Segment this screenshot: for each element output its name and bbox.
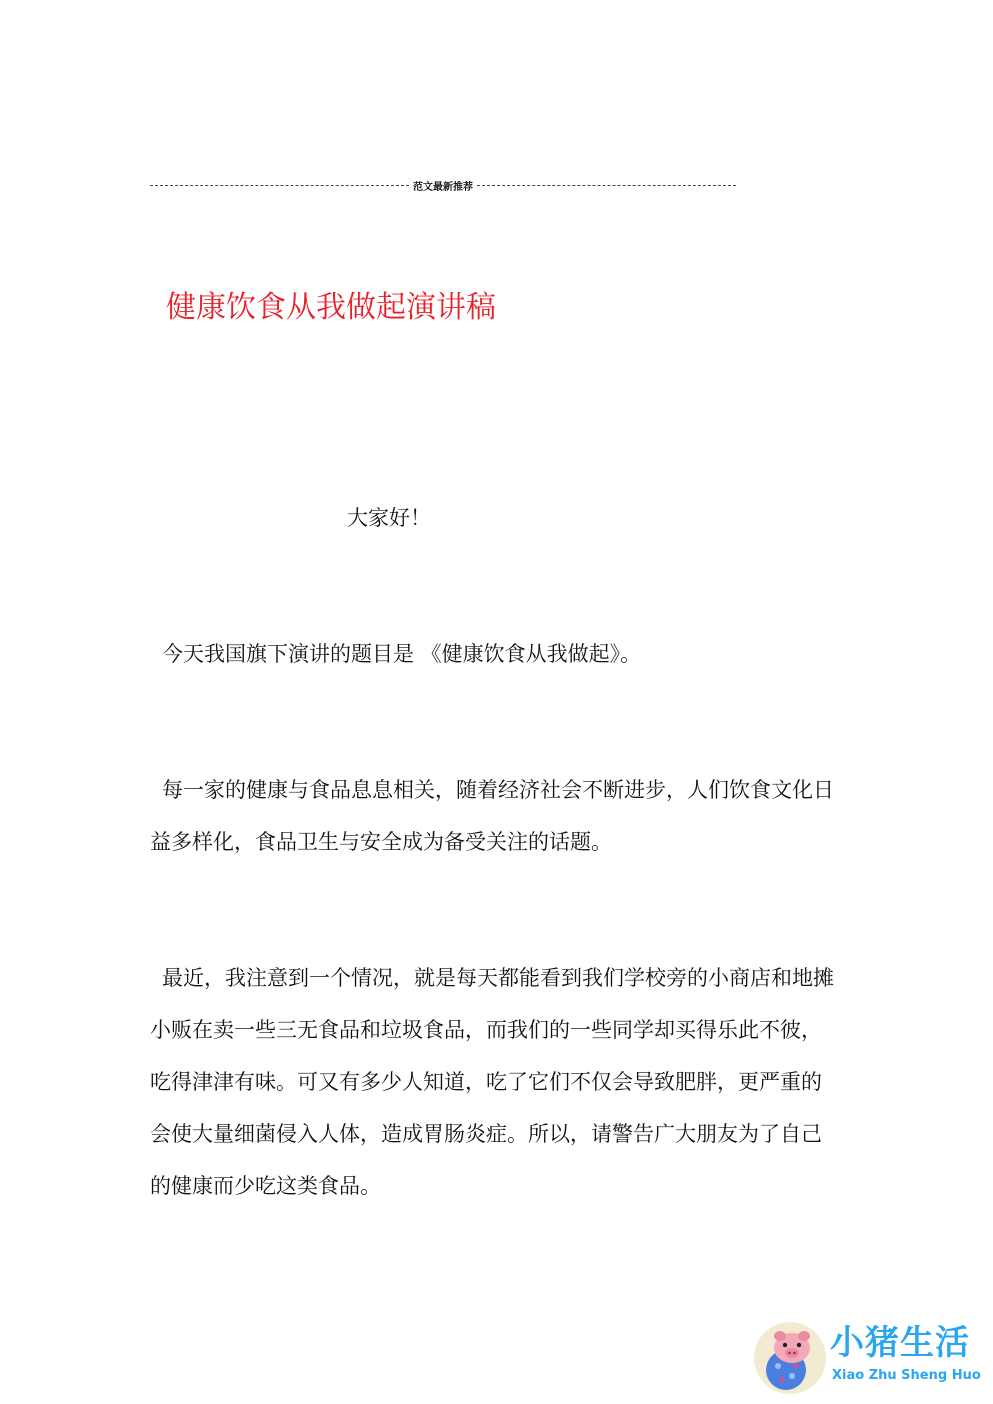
watermark-title: 小猪生活 (830, 1323, 970, 1363)
document-title: 健康饮食从我做起演讲稿 (166, 290, 496, 325)
header-dash-right (477, 185, 736, 186)
pig-mascot-icon (752, 1320, 828, 1396)
header-dash-left (150, 185, 409, 186)
watermark-logo (752, 1318, 988, 1398)
greeting: 大家好！ (347, 506, 431, 530)
header-label: 范文最新推荐 (413, 181, 473, 193)
paragraph-2: 每一家的健康与食品息息相关，随着经济社会不断进步，人们饮食文化日益多样化，食品卫生与安全成为备受关注的话题。 (150, 778, 834, 854)
paragraph-1: 今天我国旗下演讲的题目是 《健康饮食从我做起》。 (162, 642, 642, 666)
header-rule (150, 178, 736, 192)
paragraph-3: 最近，我注意到一个情况，就是每天都能看到我们学校旁的小商店和地摊小贩在卖一些三无食品和垃圾食品，而我们的一些同学却买得乐此不彼，吃得津津有味。可又有多少人知道，吃了它们不仅会导致肥胖，更严重的会使大量细菌侵入人体，造成胃肠炎症。所以，请警告广大朋友为了自己的健康而少吃这类食品。 (150, 966, 834, 1198)
watermark-subtitle: Xiao Zhu Sheng Huo (832, 1368, 981, 1383)
